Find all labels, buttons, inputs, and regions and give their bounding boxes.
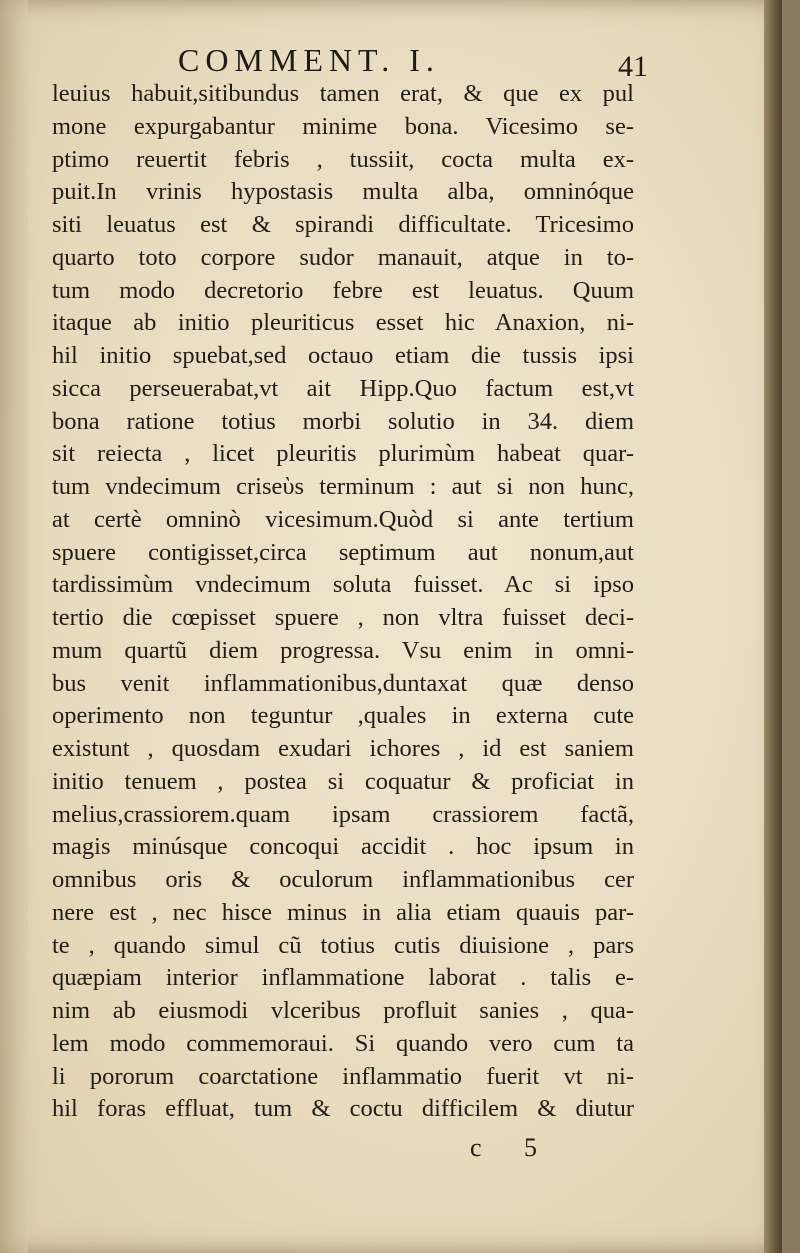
- body-text: [52, 78, 634, 1126]
- text-line: initio tenuem , postea si coquatur & proficiat in: [52, 767, 634, 795]
- text-line: sicca perseuerabat,vt ait Hipp.Quo factum est,vt: [52, 374, 634, 402]
- text-line: nere est , nec hisce minus in alia etiam quauis par-: [52, 898, 634, 926]
- text-line: spuere contigisset,circa septimum aut nonum,aut: [52, 538, 634, 566]
- text-line: mone expurgabantur minime bona. Vicesimo se-: [52, 112, 634, 140]
- text-line: melius,crassiorem.quam ipsam crassiorem factã,: [52, 800, 634, 828]
- text-line: itaque ab initio pleuriticus esset hic Anaxion, ni-: [52, 309, 634, 337]
- signature-mark: c 5: [470, 1133, 556, 1162]
- text-line: bona ratione totius morbi solutio in 34. diem: [52, 407, 634, 435]
- text-line: nim ab eiusmodi vlceribus profluit sanies , qua-: [52, 997, 634, 1024]
- text-line: tum vndecimum criseὺs terminum : aut si non hunc,: [52, 473, 634, 500]
- text-line: operimento non teguntur ,quales in externa cute: [52, 702, 634, 730]
- text-line: tum modo decretorio febre est leuatus. Quum: [52, 276, 634, 304]
- text-line: quæpiam interior inflammatione laborat . talis e-: [52, 964, 634, 992]
- text-line: siti leuatus est & spirandi difficultate. Tricesimo: [52, 211, 634, 238]
- text-line: te , quando simul cũ totius cutis diuisione , pars: [52, 931, 634, 959]
- text-line: omnibus oris & oculorum inflammationibus cer: [52, 866, 634, 893]
- page-number: 41: [618, 50, 648, 83]
- text-line: ptimo reuertit febris , tussiit, cocta multa ex-: [52, 145, 634, 173]
- page-edge: [764, 0, 782, 1253]
- text-line: puit.In vrinis hypostasis multa alba, omninóque: [52, 178, 634, 206]
- text-line: tertio die cœpisset spuere , non vltra fuisset deci-: [52, 604, 634, 631]
- text-line: quarto toto corpore sudor manauit, atque in to-: [52, 243, 634, 271]
- text-line: tardissimùm vndecimum soluta fuisset. Ac si ipso: [52, 571, 634, 599]
- text-line: leuius habuit,sitibundus tamen erat, & que ex pul: [52, 80, 634, 107]
- running-head: COMMENT. I.: [178, 42, 440, 78]
- text-line: bus venit inflammationibus,duntaxat quæ denso: [52, 669, 634, 697]
- text-line: hil foras effluat, tum & coctu difficilem & diutur: [52, 1095, 634, 1123]
- text-line: mum quartũ diem progressa. Vsu enim in omni-: [52, 636, 634, 664]
- text-line: li pororum coarctatione inflammatio fuerit vt ni-: [52, 1062, 634, 1090]
- text-line: sit reiecta , licet pleuritis plurimùm habeat quar-: [52, 440, 634, 468]
- text-line: hil initio spuebat,sed octauo etiam die tussis ipsi: [52, 342, 634, 369]
- page-gutter: [0, 0, 28, 1253]
- text-line: at certè omninò vicesimum.Quòd si ante tertium: [52, 505, 634, 533]
- text-line: magis minúsque concoqui accidit . hoc ipsum in: [52, 833, 634, 861]
- text-line: existunt , quosdam exudari ichores , id est saniem: [52, 735, 634, 762]
- text-line: lem modo commemoraui. Si quando vero cum ta: [52, 1029, 634, 1057]
